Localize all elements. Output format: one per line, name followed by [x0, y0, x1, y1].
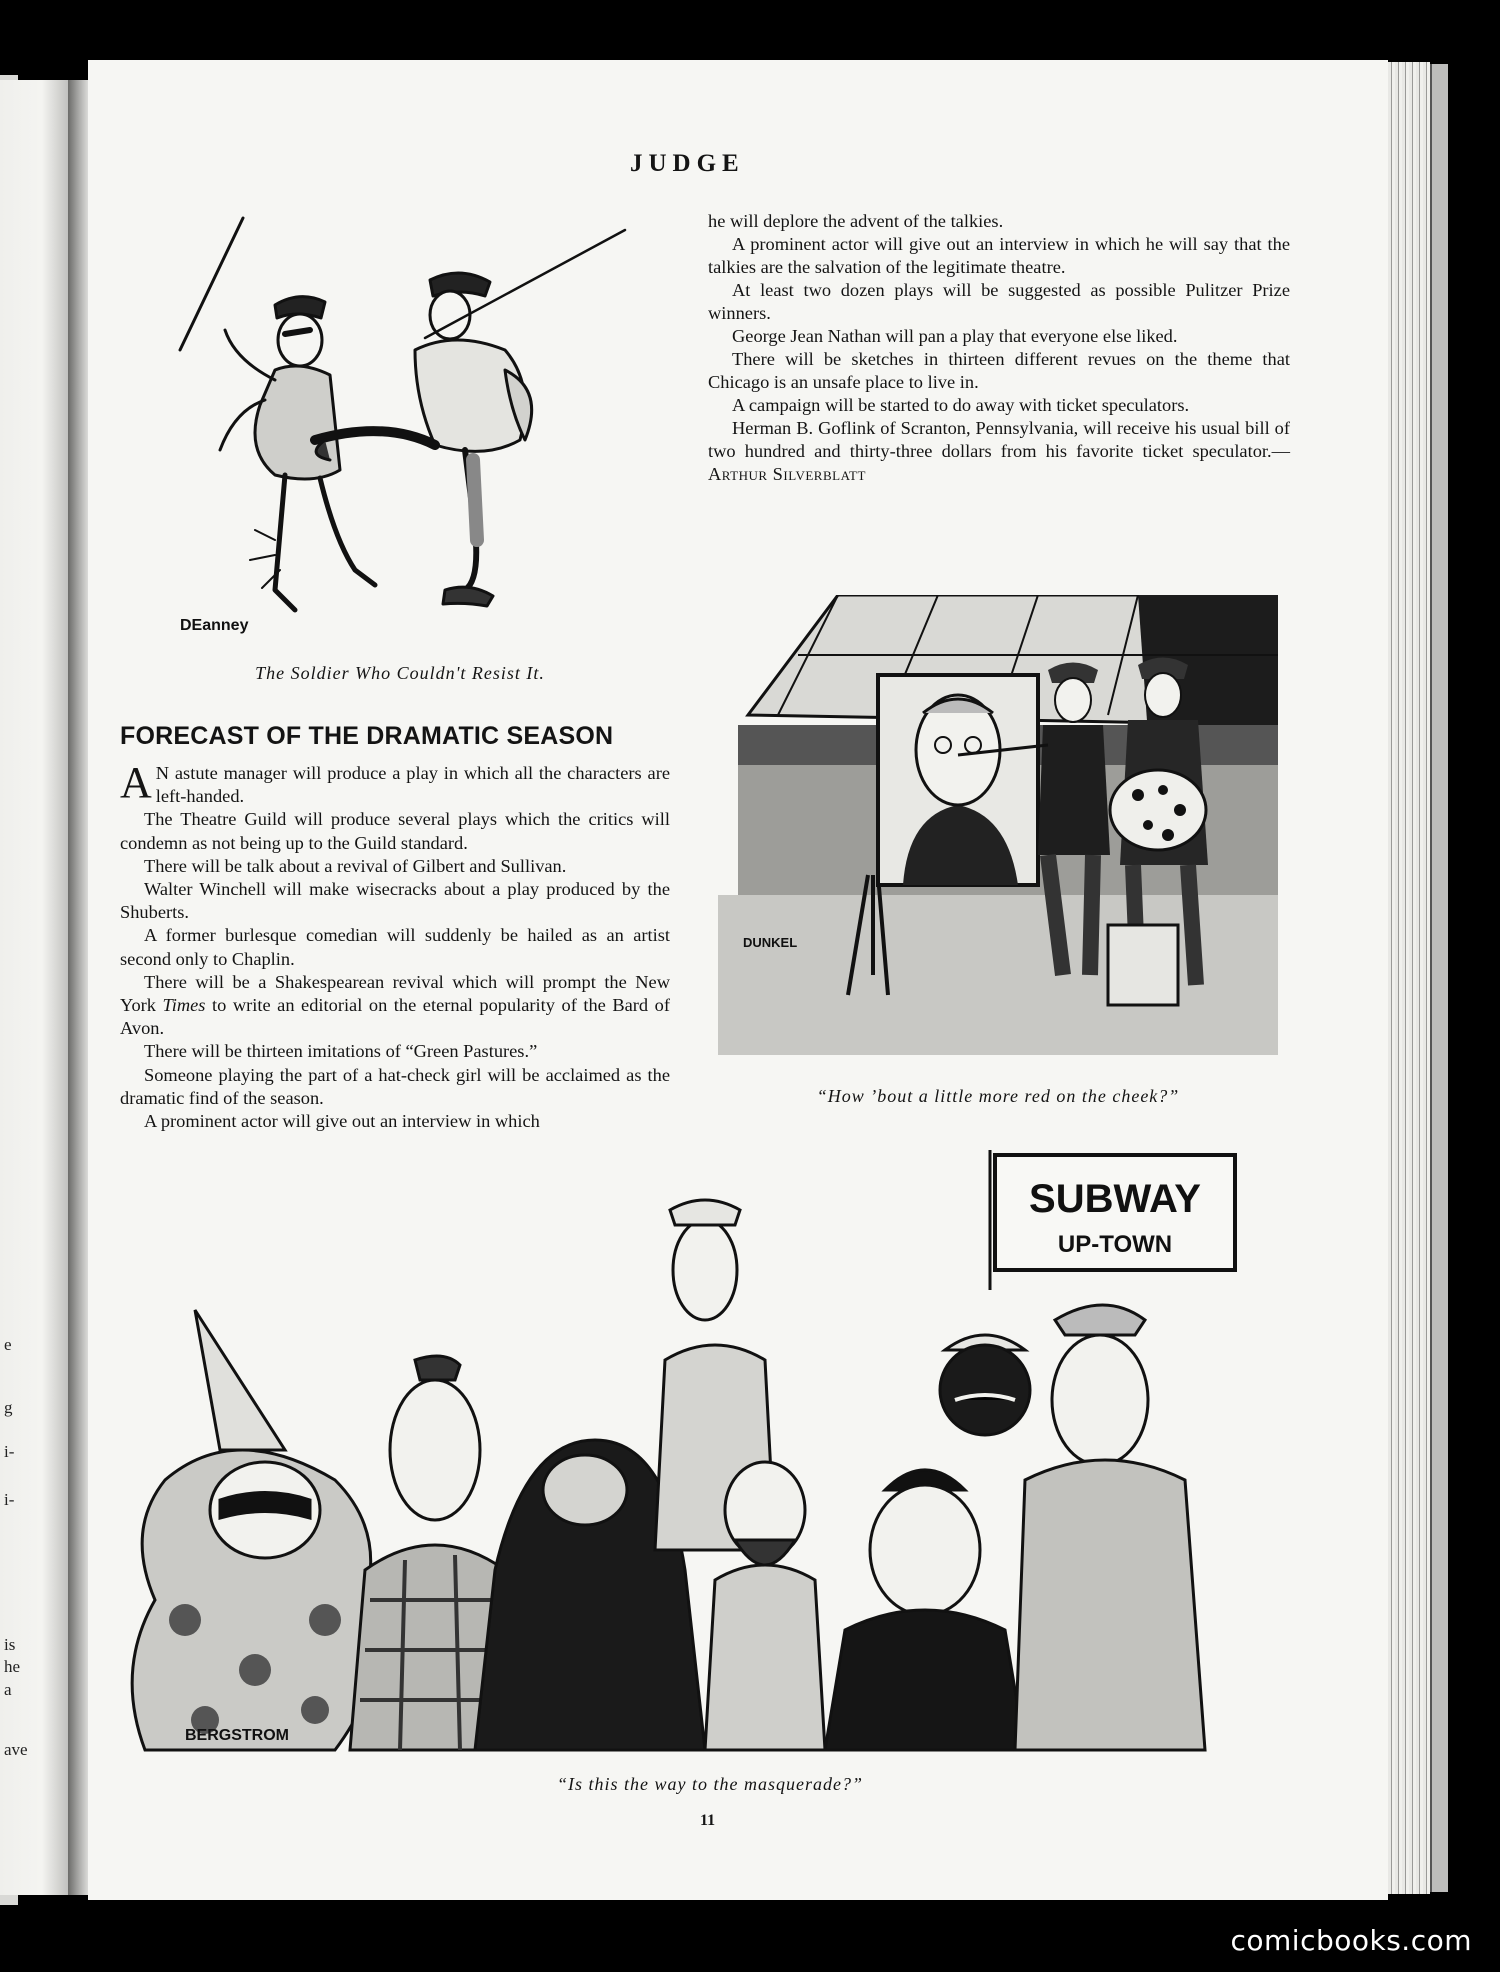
article-headline: FORECAST OF THE DRAMATIC SEASON	[120, 722, 614, 750]
soldier-cartoon	[125, 210, 685, 660]
paragraph: A campaign will be started to do away with ticket speculators.	[732, 395, 1190, 415]
paragraph-text: There will be a Shakespearean revival which will prompt the New York	[120, 971, 670, 1016]
paragraph: Someone playing the part of a hat-check girl will be acclaimed as the dramatic find of the season.	[120, 1064, 670, 1108]
final-paragraph	[708, 417, 1290, 486]
paragraph: A prominent actor will give out an interview in which	[144, 1111, 540, 1132]
book-right-edge	[1430, 64, 1448, 1892]
paragraph-text: to write an editorial on the eternal popularity of the Bard of Avon.	[120, 995, 670, 1039]
paint-palette	[1110, 770, 1206, 850]
facing-page-fragment: g	[4, 1398, 13, 1417]
facing-page-fragment: ave	[4, 1740, 28, 1759]
soldier-cartoon-caption: The Soldier Who Couldn't Resist It.	[255, 663, 545, 683]
painter-cartoon	[718, 595, 1278, 1055]
subway-cartoon	[125, 1150, 1295, 1765]
first-paragraph	[120, 758, 670, 808]
artist-signature: DEanney	[180, 617, 249, 634]
paragraph: The Theatre Guild will produce several plays which the critics will condemn as not being up to the Guild standard.	[120, 809, 670, 853]
newspaper-title: Times	[162, 995, 206, 1016]
author-byline: Arthur Silverblatt	[708, 464, 866, 484]
subway-sign-subtitle: UP-TOWN	[1057, 1231, 1173, 1258]
facing-page-fragment: he	[4, 1657, 21, 1676]
paragraph: There will be thirteen imitations of “Green Pastures.”	[144, 1041, 538, 1062]
facing-page-edge	[0, 80, 72, 1895]
facing-page-fragment: e	[4, 1335, 12, 1354]
book-gutter	[68, 80, 90, 1895]
paragraph: Walter Winchell will make wisecracks about a play produced by the Shuberts.	[120, 879, 670, 923]
facing-page-fragment: i-	[4, 1442, 15, 1461]
paragraph: George Jean Nathan will pan a play that everyone else liked.	[732, 326, 1178, 346]
watermark: comicbooks.com	[1230, 1924, 1472, 1957]
paragraph: There will be talk about a revival of Gilbert and Sullivan.	[144, 855, 567, 876]
subway-sign-title: SUBWAY	[1029, 1177, 1201, 1221]
paragraph: A prominent actor will give out an interview in which he will say that the talkies are the salvation of the legitimate theatre.	[708, 234, 1290, 277]
drop-cap: A	[120, 758, 152, 807]
paragraph: he will deplore the advent of the talkies.	[708, 211, 1004, 231]
facing-page-fragment: i-	[4, 1490, 15, 1509]
paragraph: A former burlesque comedian will suddenly be hailed as an artist second only to Chaplin.	[120, 925, 670, 969]
page-stack-edge	[1388, 62, 1430, 1894]
paragraph-text: Herman B. Goflink of Scranton, Pennsylvania, will receive his usual bill of two hundred and thirty-three dollars from his favorite ticket speculator.—	[708, 418, 1290, 461]
facing-page-fragment: is	[4, 1635, 16, 1654]
artist-signature: BERGSTROM	[185, 1727, 289, 1744]
artist-signature: DUNKEL	[743, 935, 798, 950]
painter-cartoon-caption: “How ’bout a little more red on the cheek?”	[816, 1086, 1180, 1106]
magazine-masthead: JUDGE	[630, 150, 745, 177]
sword	[180, 218, 243, 350]
article-continuation	[708, 210, 1290, 486]
paragraph: There will be sketches in thirteen different revues on the theme that Chicago is an unsafe place to live in.	[708, 349, 1290, 392]
subway-cartoon-caption: “Is this the way to the masquerade?”	[557, 1774, 863, 1794]
article-body	[120, 758, 670, 1133]
paragraph: At least two dozen plays will be suggested as possible Pulitzer Prize winners.	[708, 280, 1290, 323]
facing-page-fragment: a	[4, 1680, 12, 1699]
paragraph-text: N astute manager will produce a play in which all the characters are left-handed.	[155, 763, 670, 807]
page-number: 11	[700, 1812, 716, 1829]
paragraph	[120, 971, 670, 1041]
